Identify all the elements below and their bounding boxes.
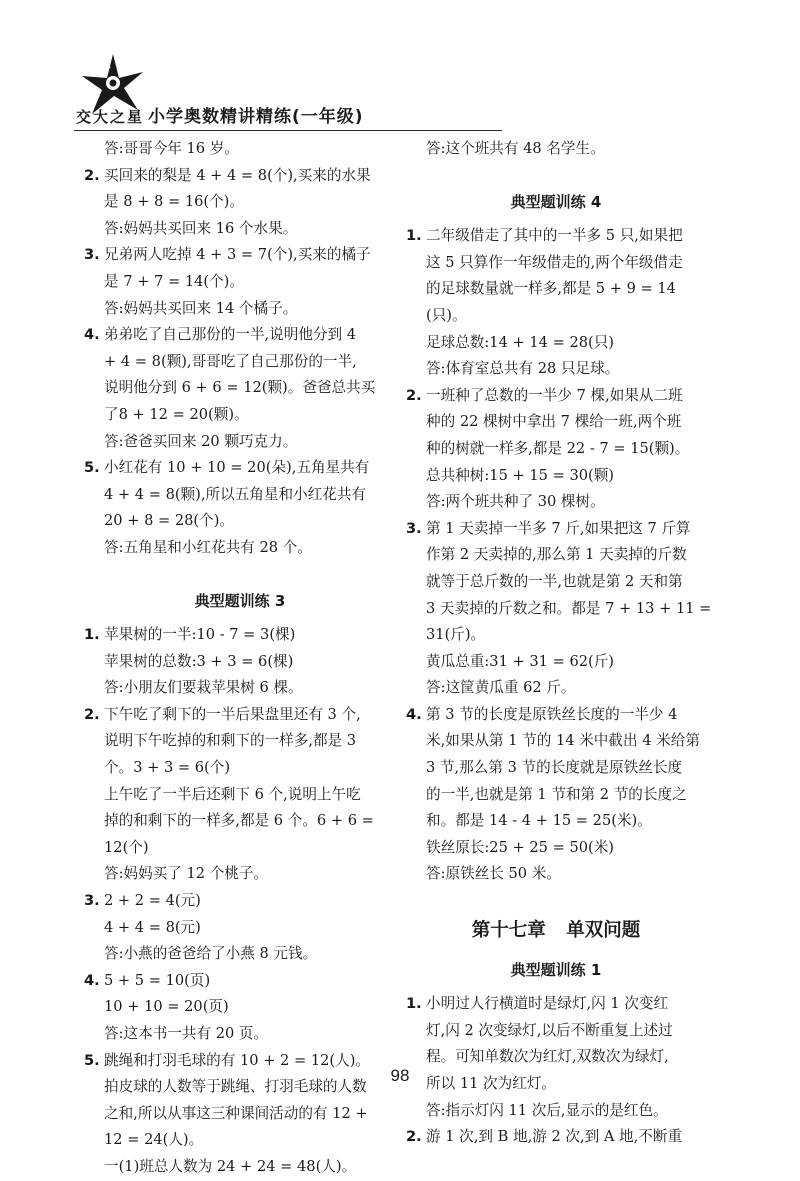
answer-line: 答:这个班共有 48 名学生。 [426,140,605,157]
problem-4 [84,968,396,1048]
text-line: 上午吃了一半后还剩下 6 个,说明上午吃 [104,785,361,803]
text-line: 跳绳和打羽毛球的有 10 + 2 = 12(人)。 [104,1051,370,1069]
problem-1 [406,991,706,1124]
answer-line: 答:两个班共种了 30 棵树。 [426,493,605,511]
problem-number: 3. [84,892,100,910]
text-line: 4 + 4 = 8(颗),所以五角星和小红花共有 [104,485,367,503]
text-line: 游 1 次,到 B 地,游 2 次,到 A 地,不断重 [426,1128,683,1146]
problem-2 [84,163,396,243]
text-line: 31(斤)。 [426,626,486,644]
problem-2 [406,383,706,516]
text-line: 买回来的梨是 4 + 4 = 8(个),买来的水果 [104,166,371,184]
brand-logo-text: 交大之星 [76,108,145,126]
answer-line: 答:这筐黄瓜重 62 斤。 [426,679,576,697]
problem-number: 1. [406,227,422,245]
text-line: 12(个) [104,838,149,856]
text-line: 就等于总斤数的一半,也就是第 2 天和第 [426,572,683,590]
problem-2 [406,1124,706,1151]
problem-number: 2. [84,166,100,184]
text-line: 小明过人行横道时是绿灯,闪 1 次变红 [426,995,669,1013]
left-column [84,136,396,1181]
text-line: 一(1)班总人数为 24 + 24 = 48(人)。 [104,1157,357,1175]
text-line: 铁丝原长:25 + 25 = 50(米) [426,838,614,856]
problem-number: 2. [406,1128,422,1146]
page-number: 98 [390,1066,410,1085]
text-line: 是 7 + 7 = 14(个)。 [104,272,244,290]
text-line: 苹果树的总数:3 + 3 = 6(棵) [104,652,294,670]
text-line: 掉的和剩下的一样多,都是 6 个。6 + 6 = [104,812,374,830]
section-heading: 典型题训练 1 [510,960,602,979]
problem-3 [406,516,712,702]
text-line: 一班种了总数的一半少 7 棵,如果从二班 [426,386,683,404]
text-line: 是 8 + 8 = 16(个)。 [104,193,244,211]
text-line: 苹果树的一半:10 - 7 = 3(棵) [104,626,296,644]
chapter-heading: 第十七章 单双问题 [471,920,641,942]
section-heading: 典型题训练 4 [510,192,602,211]
problem-number: 1. [406,995,422,1013]
text-line: 作第 2 天卖掉的,那么第 1 天卖掉的斤数 [426,546,687,564]
problem-number: 4. [84,326,100,344]
text-line: 12 = 24(人)。 [104,1131,204,1149]
problem-number: 1. [84,626,100,644]
text-line: 和。都是 14 - 4 + 15 = 25(米)。 [426,812,652,830]
text-line: 黄瓜总重:31 + 31 = 62(斤) [426,652,614,670]
answer-line: 答:妈妈共买回来 14 个橘子。 [104,299,298,317]
answer-line: 答:原铁丝长 50 米。 [426,865,561,883]
text-line: 第 1 天卖掉一半多 7 斤,如果把这 7 斤算 [426,519,691,537]
text-line: 第 3 节的长度是原铁丝长度的一半少 4 [426,705,678,723]
answer-line: 答:五角星和小红花共有 28 个。 [104,538,312,556]
text-line: 4 + 4 = 8(元) [104,918,201,936]
text-line: 3 天卖掉的斤数之和。都是 7 + 13 + 11 = [426,599,712,617]
text-line: (只)。 [426,306,467,324]
text-line: 个。3 + 3 = 6(个) [104,759,231,777]
text-line: 5 + 5 = 10(页) [104,971,211,989]
problem-3 [84,888,396,968]
header-divider [74,130,502,131]
text-line: 灯,闪 2 次变绿灯,以后不断重复上述过 [426,1021,673,1039]
answer-line: 答:指示灯闪 11 次后,显示的是红色。 [426,1101,668,1119]
text-line: + 4 = 8(颗),哥哥吃了自己那份的一半, [104,352,357,370]
answer-line: 答:体育室总共有 28 只足球。 [426,360,620,378]
answer-line: 答:爸爸买回来 20 颗巧克力。 [104,432,298,450]
problem-number: 3. [406,519,422,537]
problem-number: 5. [84,459,100,477]
problem-number: 5. [84,1051,100,1069]
text-line: 的一半,也就是第 1 节和第 2 节的长度之 [426,785,687,803]
text-line: 程。可知单数次为红灯,双数次为绿灯, [426,1048,669,1066]
text-line: 弟弟吃了自己那份的一半,说明他分到 4 [104,326,357,344]
answer-line: 答:妈妈共买回来 16 个水果。 [104,219,298,237]
problem-number: 3. [84,246,100,264]
text-line: 3 节,那么第 3 节的长度就是原铁丝长度 [426,759,683,777]
text-line: 说明他分到 6 + 6 = 12(颗)。爸爸总共买 [104,379,376,397]
text-line: 小红花有 10 + 10 = 20(朵),五角星共有 [104,459,370,477]
text-line: 这 5 只算作一年级借走的,两个年级借走 [426,253,683,271]
right-column [406,136,712,1151]
text-line: 之和,所以从事这三种课间活动的有 12 + [104,1104,368,1122]
section-heading: 典型题训练 3 [194,591,286,610]
answer-line: 答:哥哥今年 16 岁。 [104,140,239,157]
text-line: 20 + 8 = 28(个)。 [104,512,235,530]
problem-1 [406,223,706,383]
problem-number: 4. [406,705,422,723]
text-line: 拍皮球的人数等于跳绳、打羽毛球的人数 [104,1078,367,1096]
text-line: 2 + 2 = 4(元) [104,892,201,910]
problem-1 [84,622,396,702]
text-line: 下午吃了剩下的一半后果盘里还有 3 个, [104,705,361,723]
problem-number: 2. [406,386,422,404]
text-line: 二年级借走了其中的一半多 5 只,如果把 [426,227,683,245]
text-line: 种的 22 棵树中拿出 7 棵给一班,两个班 [426,413,682,431]
page-header [72,52,502,132]
problem-5 [84,455,396,561]
answer-line: 答:小燕的爸爸给了小燕 8 元钱。 [104,945,318,963]
text-line: 了8 + 12 = 20(颗)。 [104,405,249,423]
answer-line: 答:这本书一共有 20 页。 [104,1025,269,1042]
problem-2 [84,702,396,888]
text-line: 说明下午吃掉的和剩下的一样多,都是 3 [104,732,357,750]
problem-4 [84,322,396,455]
text-line: 10 + 10 = 20(页) [104,998,229,1016]
problem-number: 4. [84,971,100,989]
problem-number: 2. [84,705,100,723]
text-line: 总共种树:15 + 15 = 30(颗) [426,466,614,484]
text-line: 的足球数量就一样多,都是 5 + 9 = 14 [426,280,676,298]
book-title: 小学奥数精讲精练(一年级) [148,107,364,127]
answer-line: 答:小朋友们要栽苹果树 6 棵。 [104,679,303,697]
problem-4 [406,702,706,888]
problem-3 [84,242,396,322]
text-line: 米,如果从第 1 节的 14 米中截出 4 米给第 [426,732,700,750]
text-line: 所以 11 次为红灯。 [426,1075,557,1092]
answer-line: 答:妈妈买了 12 个桃子。 [104,865,269,883]
text-line: 兄弟两人吃掉 4 + 3 = 7(个),买来的橘子 [104,246,371,264]
text-line: 足球总数:14 + 14 = 28(只) [426,333,614,351]
text-line: 种的树就一样多,都是 22 - 7 = 15(颗)。 [426,439,690,457]
